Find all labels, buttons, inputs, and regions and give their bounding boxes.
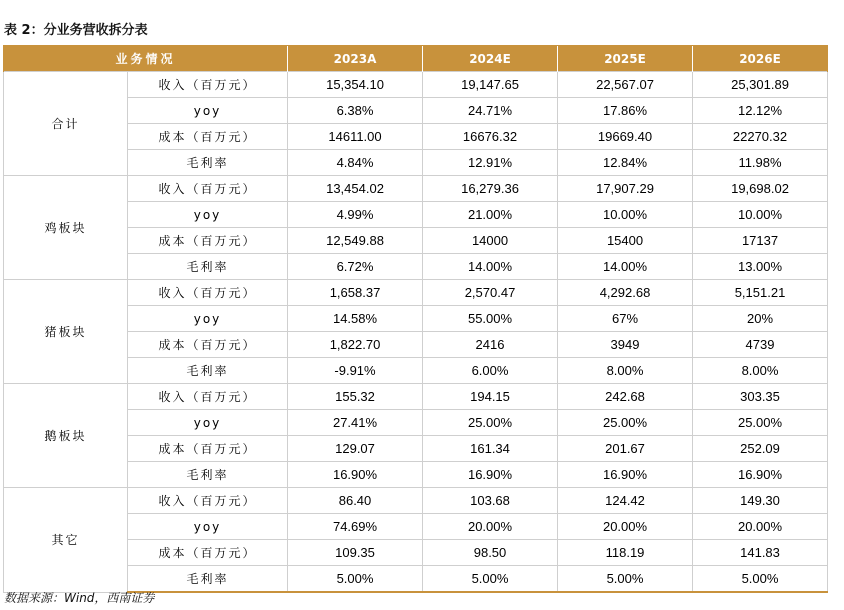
value-cell: 55.00% [423,306,558,332]
value-cell: 16,279.36 [423,176,558,202]
value-cell: 20% [693,306,828,332]
value-cell: 16.90% [693,462,828,488]
metric-label-cell: yoy [128,306,288,332]
segment-name-cell: 鸡板块 [4,176,128,280]
value-cell: 17.86% [558,98,693,124]
value-cell: 17137 [693,228,828,254]
value-cell: 14611.00 [288,124,423,150]
value-cell: 161.34 [423,436,558,462]
value-cell: 10.00% [558,202,693,228]
value-cell: 27.41% [288,410,423,436]
value-cell: 20.00% [558,514,693,540]
value-cell: 6.72% [288,254,423,280]
segment-name-cell: 其它 [4,488,128,593]
value-cell: 10.00% [693,202,828,228]
metric-label-cell: 成本（百万元） [128,228,288,254]
table-row [4,72,828,98]
header-cell-2023a: 2023A [288,46,423,72]
table-row [4,332,828,358]
table-row [4,514,828,540]
value-cell: 12,549.88 [288,228,423,254]
value-cell: 5.00% [423,566,558,593]
table-row [4,98,828,124]
value-cell: 5.00% [558,566,693,593]
table-row [4,410,828,436]
value-cell: 24.71% [423,98,558,124]
value-cell: 4.99% [288,202,423,228]
table-body [4,72,828,593]
value-cell: 20.00% [423,514,558,540]
header-row [4,46,828,72]
metric-label-cell: yoy [128,514,288,540]
data-source-note: 数据来源：Wind，西南证券 [4,591,155,605]
value-cell: 5,151.21 [693,280,828,306]
value-cell: 103.68 [423,488,558,514]
value-cell: 118.19 [558,540,693,566]
value-cell: 3949 [558,332,693,358]
value-cell: 4739 [693,332,828,358]
value-cell: 20.00% [693,514,828,540]
metric-label-cell: 毛利率 [128,254,288,280]
value-cell: 2,570.47 [423,280,558,306]
value-cell: 14.58% [288,306,423,332]
value-cell: 4.84% [288,150,423,176]
value-cell: 4,292.68 [558,280,693,306]
metric-label-cell: 毛利率 [128,358,288,384]
value-cell: 16.90% [423,462,558,488]
value-cell: 242.68 [558,384,693,410]
value-cell: 19669.40 [558,124,693,150]
value-cell: 12.91% [423,150,558,176]
metric-label-cell: 成本（百万元） [128,332,288,358]
header-cell-2025e: 2025E [558,46,693,72]
value-cell: 8.00% [693,358,828,384]
table-row [4,124,828,150]
table-row [4,462,828,488]
table-row [4,540,828,566]
value-cell: 98.50 [423,540,558,566]
table-row [4,228,828,254]
metric-label-cell: 收入（百万元） [128,72,288,98]
value-cell: 8.00% [558,358,693,384]
value-cell: 17,907.29 [558,176,693,202]
value-cell: 303.35 [693,384,828,410]
metric-label-cell: yoy [128,98,288,124]
value-cell: 5.00% [693,566,828,593]
value-cell: 141.83 [693,540,828,566]
value-cell: 22270.32 [693,124,828,150]
table-row [4,306,828,332]
table-row [4,150,828,176]
value-cell: 2416 [423,332,558,358]
value-cell: 155.32 [288,384,423,410]
segment-name-cell: 猪板块 [4,280,128,384]
value-cell: 1,658.37 [288,280,423,306]
table-row [4,384,828,410]
value-cell: 16.90% [288,462,423,488]
metric-label-cell: 成本（百万元） [128,436,288,462]
value-cell: 11.98% [693,150,828,176]
revenue-breakdown-table [3,45,828,593]
value-cell: 21.00% [423,202,558,228]
table-caption: 表 2：分业务营收拆分表 [4,23,148,38]
value-cell: 109.35 [288,540,423,566]
metric-label-cell: 成本（百万元） [128,540,288,566]
value-cell: 124.42 [558,488,693,514]
value-cell: 74.69% [288,514,423,540]
segment-name-cell: 鹅板块 [4,384,128,488]
value-cell: 13,454.02 [288,176,423,202]
table-row [4,566,828,593]
value-cell: 19,147.65 [423,72,558,98]
table-row [4,358,828,384]
metric-label-cell: 毛利率 [128,462,288,488]
header-cell-2026e: 2026E [693,46,828,72]
value-cell: 25.00% [693,410,828,436]
table-row [4,202,828,228]
value-cell: 129.07 [288,436,423,462]
value-cell: 67% [558,306,693,332]
value-cell: 6.00% [423,358,558,384]
metric-label-cell: 成本（百万元） [128,124,288,150]
header-cell-business: 业务情况 [4,46,288,72]
metric-label-cell: 收入（百万元） [128,280,288,306]
value-cell: 25.00% [423,410,558,436]
value-cell: 13.00% [693,254,828,280]
value-cell: 86.40 [288,488,423,514]
value-cell: 16.90% [558,462,693,488]
value-cell: 194.15 [423,384,558,410]
value-cell: 25.00% [558,410,693,436]
metric-label-cell: 毛利率 [128,566,288,593]
value-cell: 149.30 [693,488,828,514]
metric-label-cell: yoy [128,202,288,228]
metric-label-cell: 收入（百万元） [128,384,288,410]
table-row [4,254,828,280]
value-cell: 14.00% [558,254,693,280]
value-cell: -9.91% [288,358,423,384]
segment-name-cell: 合计 [4,72,128,176]
metric-label-cell: 收入（百万元） [128,176,288,202]
value-cell: 6.38% [288,98,423,124]
table-row [4,436,828,462]
value-cell: 22,567.07 [558,72,693,98]
value-cell: 19,698.02 [693,176,828,202]
value-cell: 252.09 [693,436,828,462]
value-cell: 15,354.10 [288,72,423,98]
value-cell: 16676.32 [423,124,558,150]
metric-label-cell: 收入（百万元） [128,488,288,514]
metric-label-cell: 毛利率 [128,150,288,176]
value-cell: 25,301.89 [693,72,828,98]
table-row [4,280,828,306]
value-cell: 15400 [558,228,693,254]
table-row [4,176,828,202]
value-cell: 14.00% [423,254,558,280]
value-cell: 12.84% [558,150,693,176]
metric-label-cell: yoy [128,410,288,436]
value-cell: 201.67 [558,436,693,462]
value-cell: 5.00% [288,566,423,593]
header-cell-2024e: 2024E [423,46,558,72]
table-row [4,488,828,514]
value-cell: 1,822.70 [288,332,423,358]
value-cell: 12.12% [693,98,828,124]
value-cell: 14000 [423,228,558,254]
